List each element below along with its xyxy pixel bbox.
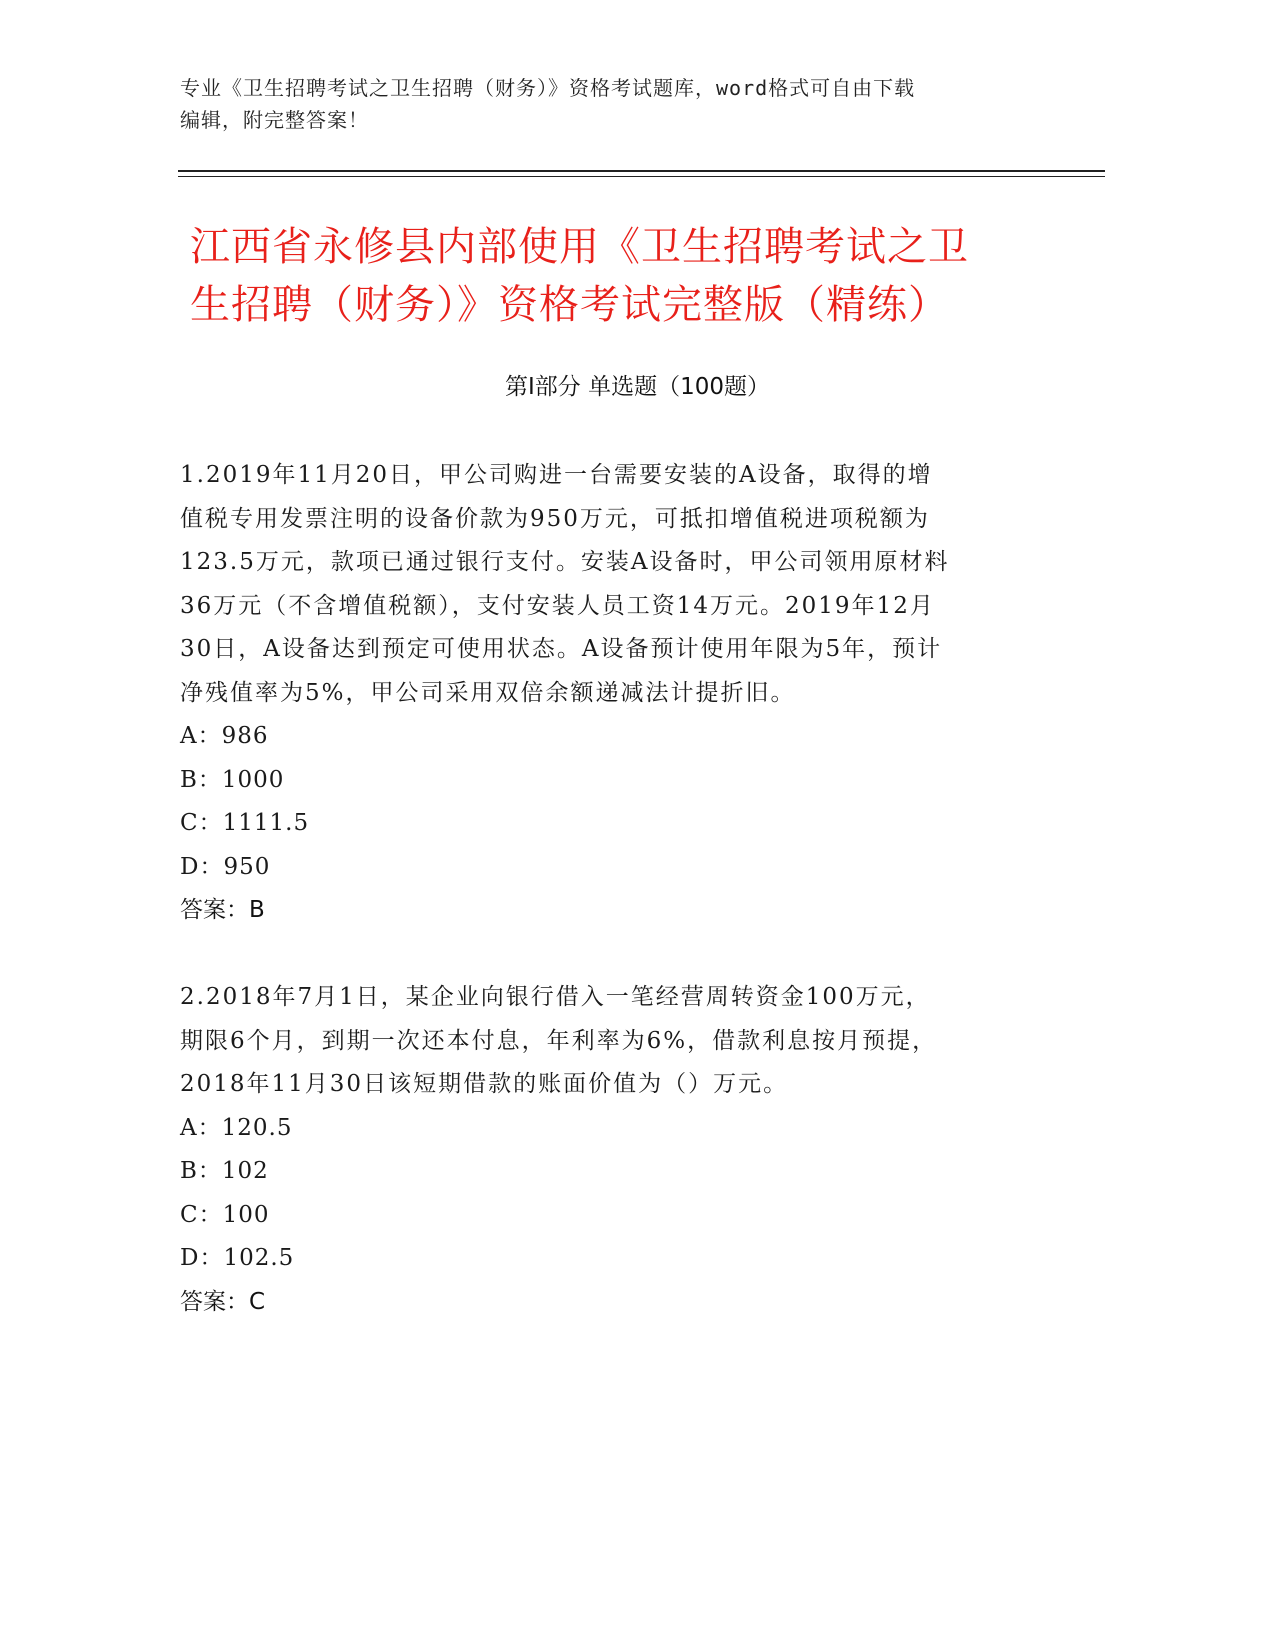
title-line: 生招聘（财务）》资格考试完整版（精练） [190, 282, 949, 328]
option-a: A：120.5 [180, 1114, 293, 1141]
answer: 答案：B [180, 897, 265, 923]
option-a: A：986 [180, 723, 269, 749]
header-note-line: 编辑，附完整答案！ [180, 108, 369, 132]
option-d: D：950 [180, 853, 271, 880]
section-title: 第Ⅰ部分 单选题（100题） [505, 374, 770, 400]
option-c: C：100 [180, 1201, 270, 1228]
stem-line: 2.2018年7月1日，某企业向银行借入一笔经营周转资金100万元， [180, 984, 931, 1010]
question-block [180, 454, 1060, 933]
stem-line: 30日，A设备达到预定可使用状态。A设备预计使用年限为5年，预计 [180, 636, 943, 662]
title-line: 江西省永修县内部使用《卫生招聘考试之卫 [190, 224, 969, 270]
header-note-line: 专业《卫生招聘考试之卫生招聘（财务）》资格考试题库，word格式可自由下载 [180, 76, 916, 100]
option-b: B：102 [180, 1158, 269, 1184]
stem-line: 123.5万元，款项已通过银行支付。安装A设备时，甲公司领用原材料 [180, 549, 950, 575]
header-divider [178, 170, 1105, 172]
header-divider [178, 176, 1105, 177]
option-b: B：1000 [180, 766, 285, 793]
option-d: D：102.5 [180, 1245, 295, 1271]
stem-line: 36万元（不含增值税额），支付安装人员工资14万元。2019年12月 [180, 592, 935, 619]
stem-line: 2018年11月30日该短期借款的账面价值为（）万元。 [180, 1071, 789, 1097]
document-title [190, 218, 1090, 334]
stem-line: 值税专用发票注明的设备价款为950万元，可抵扣增值税进项税额为 [180, 505, 930, 532]
stem-line: 1.2019年11月20日，甲公司购进一台需要安装的A设备，取得的增 [180, 462, 933, 488]
question-block [180, 976, 1060, 1324]
header-note [180, 72, 1060, 136]
option-c: C：1111.5 [180, 810, 310, 836]
stem-line: 期限6个月，到期一次还本付息，年利率为6%，借款利息按月预提， [180, 1027, 938, 1054]
stem-line: 净残值率为5%，甲公司采用双倍余额递减法计提折旧。 [180, 679, 796, 706]
answer: 答案：C [180, 1288, 266, 1315]
question-stem [180, 454, 1060, 715]
question-stem [180, 976, 1060, 1107]
